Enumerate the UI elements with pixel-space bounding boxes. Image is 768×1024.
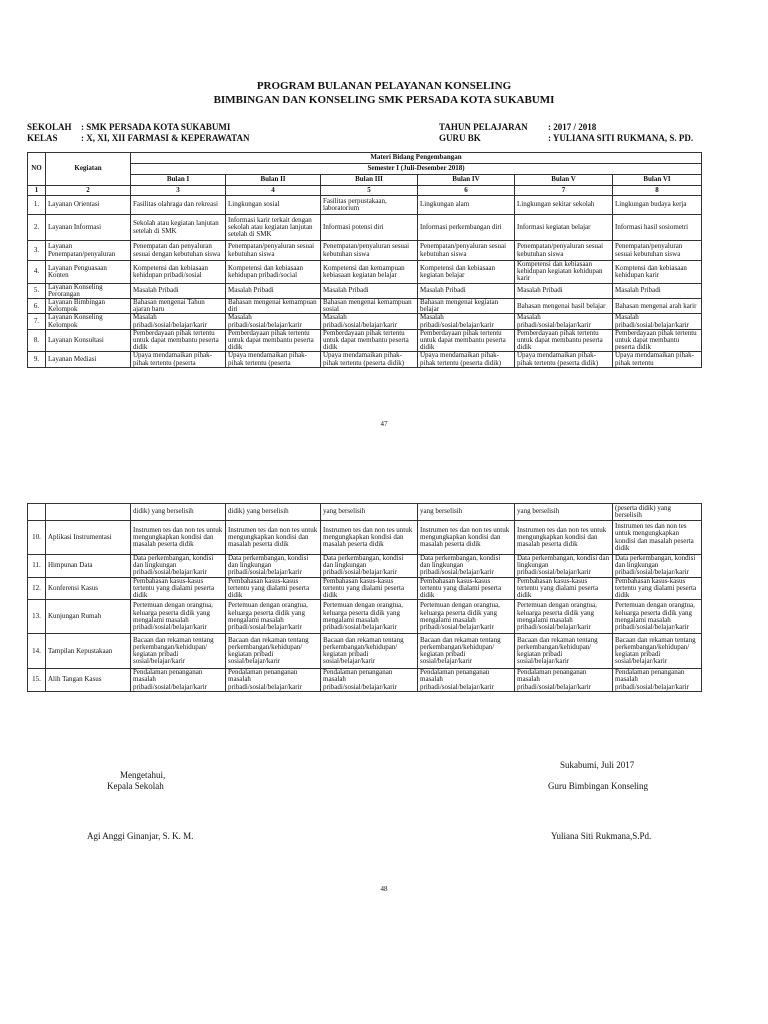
cell-no: 5.: [28, 283, 46, 298]
cell-kegiatan: Layanan Konsultasi: [46, 329, 131, 352]
cell-materi: Bahasan mengenai kegiatan belajar: [418, 299, 515, 314]
cell-kegiatan: Layanan Bimbingan Kelompok: [46, 299, 131, 314]
cell-materi: Pembahasan kasus-kasus tertentu yang dialami peserta didik: [515, 577, 613, 600]
kelas-label: KELAS: [27, 133, 58, 143]
cell-materi: Pendalaman penanganan masalah pribadi/sosial/belajar/karir: [131, 669, 226, 692]
cell-materi: Data perkembangan, kondisi dan lingkungan pribadi/sosial/belajar/karir: [418, 555, 515, 578]
page-number: 47: [380, 420, 388, 428]
column-number: 3: [131, 186, 226, 196]
page-number: 48: [380, 885, 388, 893]
cell-materi: Pemberdayaan pihak tertentu untuk dapat membantu peserta didik: [321, 329, 418, 352]
cell-materi: Pembahasan kasus-kasus tertentu yang dialami peserta didik: [131, 577, 226, 600]
cell-materi: Pemberdayaan pihak tertentu untuk dapat membantu peserta didik: [613, 329, 702, 352]
table-row: [28, 215, 702, 241]
cell-materi: Penempatan/penyaluran sesuai kebutuhan siswa: [515, 241, 613, 261]
header-month: Bulan V: [515, 175, 613, 186]
cell-materi: Sekolah atau kegiatan lanjutan setelah di SMK: [131, 215, 226, 241]
cell-kegiatan: Layanan Konseling Perorangan: [46, 283, 131, 298]
cell-materi: Bacaan dan rekaman tentang perkembangan/kehidupan/ kegiatan pribadi sosial/belajar/karir: [613, 634, 702, 669]
cell-kegiatan: Layanan Penempatan/penyaluran: [46, 241, 131, 261]
cell-materi: yang berselisih: [515, 504, 613, 521]
cell-materi: Bacaan dan rekaman tentang perkembangan/kehidupan/ kegiatan pribadi sosial/belajar/karir: [515, 634, 613, 669]
cell-materi: Upaya mendamaikan pihak-pihak tertentu (peserta didik): [515, 352, 613, 367]
cell-materi: Pembahasan kasus-kasus tertentu yang dialami peserta didik: [226, 577, 321, 600]
cell-kegiatan: Layanan Mediasi: [46, 352, 131, 367]
cell-materi: Masalah pribadi/sosial/belajar/karir: [418, 314, 515, 329]
cell-materi: Kompetensi dan kebiasaan kehidupan kegiatan kehidupan karir: [515, 261, 613, 284]
cell-materi: Pembahasan kasus-kasus tertentu yang dialami peserta didik: [321, 577, 418, 600]
table-row: [28, 329, 702, 352]
guru-value: : YULIANA SITI RUKMANA, S. PD.: [548, 133, 694, 143]
kelas-value: : X, XI, XII FARMASI & KEPERAWATAN: [81, 133, 250, 143]
guru-bk-title: Guru Bimbingan Konseling: [548, 781, 648, 791]
cell-materi: Informasi potensi diri: [321, 215, 418, 241]
cell-kegiatan: Alih Tangan Kasus: [46, 669, 131, 692]
cell-materi: Masalah Pribadi: [226, 283, 321, 298]
cell-materi: Masalah Pribadi: [613, 283, 702, 298]
cell-materi: yang berselisih: [418, 504, 515, 521]
column-number: 2: [46, 186, 131, 196]
cell-materi: Upaya mendamaikan pihak-pihak tertentu (peserta: [226, 352, 321, 367]
cell-materi: Pendalaman penanganan masalah pribadi/sosial/belajar/karir: [613, 669, 702, 692]
cell-materi: Penempatan/penyaluran sesuai kebutuhan siswa: [321, 241, 418, 261]
cell-materi: Upaya mendamaikan pihak-pihak tertentu (peserta didik): [321, 352, 418, 367]
cell-materi: Masalah Pribadi: [131, 283, 226, 298]
cell-materi: Fasilitas olahraga dan rekreasi: [131, 196, 226, 215]
cell-materi: Pertemuan dengan orangtua, keluarga peserta didik yang mengalami masalah pribadi/sosial/belajar/karir: [613, 600, 702, 634]
cell-materi: Instrumen tes dan non tes untuk mengungkapkan kondisi dan masalah peserta didik: [226, 521, 321, 555]
cell-materi: (peserta didik) yang berselisih: [613, 504, 702, 521]
cell-materi: Data perkembangan, kondisi dan lingkungan pribadi/sosial/belajar/karir: [321, 555, 418, 578]
cell-no: 10.: [28, 521, 46, 555]
kepala-sekolah-title: Kepala Sekolah: [107, 781, 164, 791]
cell-no: 3.: [28, 241, 46, 261]
cell-materi: Pertemuan dengan orangtua, keluarga peserta didik yang mengalami masalah pribadi/sosial/belajar/karir: [515, 600, 613, 634]
cell-no: 4.: [28, 261, 46, 284]
cell-kegiatan: Himpunan Data: [46, 555, 131, 578]
cell-materi: Masalah Pribadi: [418, 283, 515, 298]
cell-materi: Masalah pribadi/sosial/belajar/karir: [613, 314, 702, 329]
column-number: 5: [321, 186, 418, 196]
cell-no: 13.: [28, 600, 46, 634]
cell-materi: Pembahasan kasus-kasus tertentu yang dialami peserta didik: [418, 577, 515, 600]
cell-no: 14.: [28, 634, 46, 669]
table-row: [28, 196, 702, 215]
cell-no: 1.: [28, 196, 46, 215]
cell-no: 12.: [28, 577, 46, 600]
header-month: Bulan IV: [418, 175, 515, 186]
cell-materi: Pemberdayaan pihak tertentu untuk dapat membantu peserta didik: [515, 329, 613, 352]
table-row: [28, 600, 702, 634]
cell-materi: Pertemuan dengan orangtua, keluarga peserta didik yang mengalami masalah pribadi/sosial/belajar/karir: [226, 600, 321, 634]
cell-materi: Bahasan mengenai kemampuan sosial: [321, 299, 418, 314]
cell-no: 11.: [28, 555, 46, 578]
table-row: [28, 352, 702, 367]
sekolah-label: SEKOLAH: [27, 122, 72, 132]
cell-materi: Penempatan/penyaluran sesuai kebutuhan siswa: [418, 241, 515, 261]
column-number: 7: [515, 186, 613, 196]
table-row: [28, 314, 702, 329]
cell-materi: Kompetensi dan kebiasaan kegiatan belajar: [418, 261, 515, 284]
cell-materi: Pembahasan kasus-kasus tertentu yang dialami peserta didik: [613, 577, 702, 600]
cell-materi: Pemberdayaan pihak tertentu untuk dapat membantu peserta didik: [131, 329, 226, 352]
cell-kegiatan: Konferensi Kasus: [46, 577, 131, 600]
tahun-label: TAHUN PELAJARAN: [439, 122, 528, 132]
cell-materi: Upaya mendamaikan pihak-pihak tertentu: [613, 352, 702, 367]
cell-materi: yang berselisih: [321, 504, 418, 521]
cell-kegiatan: Kunjungan Rumah: [46, 600, 131, 634]
mengetahui-text: Mengetahui,: [120, 770, 166, 780]
cell-materi: Bahasan mengenai Tahun ajaran baru: [131, 299, 226, 314]
cell-materi: Pendalaman penanganan masalah pribadi/sosial/belajar/karir: [418, 669, 515, 692]
cell-materi: Data perkembangan, kondisi dan lingkungan pribadi/sosial/belajar/karir: [131, 555, 226, 578]
table-row: [28, 555, 702, 578]
cell-kegiatan: [46, 504, 131, 521]
document-title-2: BIMBINGAN DAN KONSELING SMK PERSADA KOTA SUKABUMI: [213, 94, 555, 106]
cell-materi: Pemberdayaan pihak tertentu untuk dapat membantu peserta didik: [226, 329, 321, 352]
cell-materi: Instrumen tes dan non tes untuk mengungkapkan kondisi dan masalah peserta didik: [613, 521, 702, 555]
cell-materi: Pemberdayaan pihak tertentu untuk dapat membantu peserta didik: [418, 329, 515, 352]
cell-no: [28, 504, 46, 521]
cell-materi: Masalah Pribadi: [321, 283, 418, 298]
table-row-continuation: [28, 504, 702, 521]
cell-materi: Instrumen tes dan non tes untuk mengungkapkan kondisi dan masalah peserta didik: [131, 521, 226, 555]
header-semester: Semester I (Juli-Desember 2018): [131, 164, 702, 175]
cell-materi: Pendalaman penanganan masalah pribadi/sosial/belajar/karir: [321, 669, 418, 692]
cell-materi: Penempatan dan penyaluran sesuai dengan kebutuhan siswa: [131, 241, 226, 261]
document-title-1: PROGRAM BULANAN PELAYANAN KONSELING: [256, 80, 512, 92]
cell-no: 8.: [28, 329, 46, 352]
table-row: [28, 241, 702, 261]
program-table-part-2: [27, 503, 702, 692]
cell-materi: Pertemuan dengan orangtua, keluarga peserta didik yang mengalami masalah pribadi/sosial/belajar/karir: [131, 600, 226, 634]
cell-materi: Masalah Pribadi: [515, 283, 613, 298]
cell-materi: Penempatan/penyaluran sesuai kebutuhan siswa: [613, 241, 702, 261]
cell-kegiatan: Aplikasi Instrumentasi: [46, 521, 131, 555]
cell-materi: Bahasan mengenai hasil belajar: [515, 299, 613, 314]
cell-materi: Kompetensi dan kemampuan kebiasaan kegiatan belajar: [321, 261, 418, 284]
cell-materi: Bacaan dan rekaman tentang perkembangan/kehidupan/ kegiatan pribadi sosial/belajar/karir: [418, 634, 515, 669]
cell-materi: Masalah pribadi/sosial/belajar/karir: [131, 314, 226, 329]
cell-kegiatan: Layanan Informasi: [46, 215, 131, 241]
cell-materi: Masalah pribadi/sosial/belajar/karir: [515, 314, 613, 329]
cell-materi: Bacaan dan rekaman tentang perkembangan/kehidupan/ kegiatan pribadi sosial/belajar/karir: [226, 634, 321, 669]
header-kegiatan: Kegiatan: [46, 153, 131, 186]
cell-kegiatan: Layanan Konseling Kelompok: [46, 314, 131, 329]
cell-materi: Pendalaman penanganan masalah pribadi/sosial/belajar/karir: [226, 669, 321, 692]
cell-materi: Fasilitas perpustakaan, laboratorium: [321, 196, 418, 215]
header-month: Bulan II: [226, 175, 321, 186]
cell-materi: Lingkungan sekitar sekolah: [515, 196, 613, 215]
cell-no: 7.: [28, 314, 46, 329]
cell-materi: Penempatan/penyaluran sesuai kebutuhan siswa: [226, 241, 321, 261]
table-row: [28, 669, 702, 692]
cell-materi: Bahasan mengenai kemampuan diri: [226, 299, 321, 314]
column-number: 8: [613, 186, 702, 196]
cell-no: 15.: [28, 669, 46, 692]
cell-materi: Pertemuan dengan orangtua, keluarga peserta didik yang mengalami masalah pribadi/sosial/belajar/karir: [418, 600, 515, 634]
cell-materi: didik) yang berselisih: [226, 504, 321, 521]
cell-materi: Data perkembangan, kondisi dan lingkungan pribadi/sosial/belajar/karir: [515, 555, 613, 578]
cell-no: 6.: [28, 299, 46, 314]
cell-materi: Data perkembangan, kondisi dan lingkungan pribadi/sosial/belajar/karir: [226, 555, 321, 578]
place-date: Sukabumi, Juli 2017: [560, 760, 635, 770]
kepala-sekolah-name: Agi Anggi Ginanjar, S. K. M.: [87, 831, 194, 841]
cell-materi: Informasi hasil sosiometri: [613, 215, 702, 241]
cell-materi: Pertemuan dengan orangtua, keluarga peserta didik yang mengalami masalah pribadi/sosial/belajar/karir: [321, 600, 418, 634]
cell-materi: Masalah pribadi/sosial/belajar/karir: [226, 314, 321, 329]
cell-materi: Informasi kegiatan belajar: [515, 215, 613, 241]
cell-materi: Bacaan dan rekaman tentang perkembangan/kehidupan/ kegiatan pribadi sosial/belajar/karir: [131, 634, 226, 669]
table-row: [28, 261, 702, 284]
cell-materi: Pendalaman penanganan masalah pribadi/sosial/belajar/karir: [515, 669, 613, 692]
cell-materi: Instrumen tes dan non tes untuk mengungkapkan kondisi dan masalah peserta didik: [321, 521, 418, 555]
cell-materi: Informasi karir terkait dengan sekolah atau kegiatan lanjutan setelah di SMK: [226, 215, 321, 241]
sekolah-value: : SMK PERSADA KOTA SUKABUMI: [81, 122, 231, 132]
table-row: [28, 283, 702, 298]
header-month: Bulan VI: [613, 175, 702, 186]
cell-kegiatan: Layanan Penguasaan Konten: [46, 261, 131, 284]
cell-materi: Instrumen tes dan non tes untuk mengungkapkan kondisi dan masalah peserta didik: [418, 521, 515, 555]
program-table-part-1: [27, 152, 702, 368]
cell-materi: Lingkungan budaya kerja: [613, 196, 702, 215]
cell-materi: Masalah pribadi/sosial/belajar/karir: [321, 314, 418, 329]
guru-label: GURU BK: [439, 133, 481, 143]
cell-materi: Lingkungan sosial: [226, 196, 321, 215]
cell-materi: didik) yang berselisih: [131, 504, 226, 521]
cell-kegiatan: Tampilan Kepustakaan: [46, 634, 131, 669]
cell-materi: Instrumen tes dan non tes untuk mengungkapkan kondisi dan masalah peserta didik: [515, 521, 613, 555]
cell-materi: Kompetensi dan kebiasaan kehidupan pribadi/sosial: [131, 261, 226, 284]
table-row: [28, 299, 702, 314]
cell-materi: Bahasan mengenai arah karir: [613, 299, 702, 314]
cell-materi: Bacaan dan rekaman tentang perkembangan/kehidupan/ kegiatan pribadi sosial/belajar/karir: [321, 634, 418, 669]
guru-bk-name: Yuliana Siti Rukmana,S.Pd.: [551, 831, 652, 841]
header-month: Bulan III: [321, 175, 418, 186]
cell-materi: Komptensi dan kebiasaan kehidupan karir: [613, 261, 702, 284]
table-row: [28, 521, 702, 555]
column-number: 1: [28, 186, 46, 196]
cell-materi: Upaya mendamaikan pihak-pihak tertentu (peserta didik): [418, 352, 515, 367]
cell-kegiatan: Layanan Orientasi: [46, 196, 131, 215]
header-materi: Materi Bidang Pengembangan: [131, 153, 702, 164]
header-no: NO: [28, 153, 46, 186]
tahun-value: : 2017 / 2018: [548, 122, 597, 132]
column-number: 4: [226, 186, 321, 196]
cell-materi: Upaya mendamaikan pihak-pihak tertentu (peserta: [131, 352, 226, 367]
cell-no: 9.: [28, 352, 46, 367]
cell-materi: Kompetensi dan kebiasaan kehidupan pribadi/social: [226, 261, 321, 284]
cell-materi: Lingkungan alam: [418, 196, 515, 215]
cell-no: 2.: [28, 215, 46, 241]
header-month: Bulan I: [131, 175, 226, 186]
cell-materi: Data perkembangan, kondisi dan lingkungan pribadi/sosial/belajar/karir: [613, 555, 702, 578]
table-row: [28, 634, 702, 669]
column-number: 6: [418, 186, 515, 196]
table-row: [28, 577, 702, 600]
cell-materi: Informasi perkembangan diri: [418, 215, 515, 241]
